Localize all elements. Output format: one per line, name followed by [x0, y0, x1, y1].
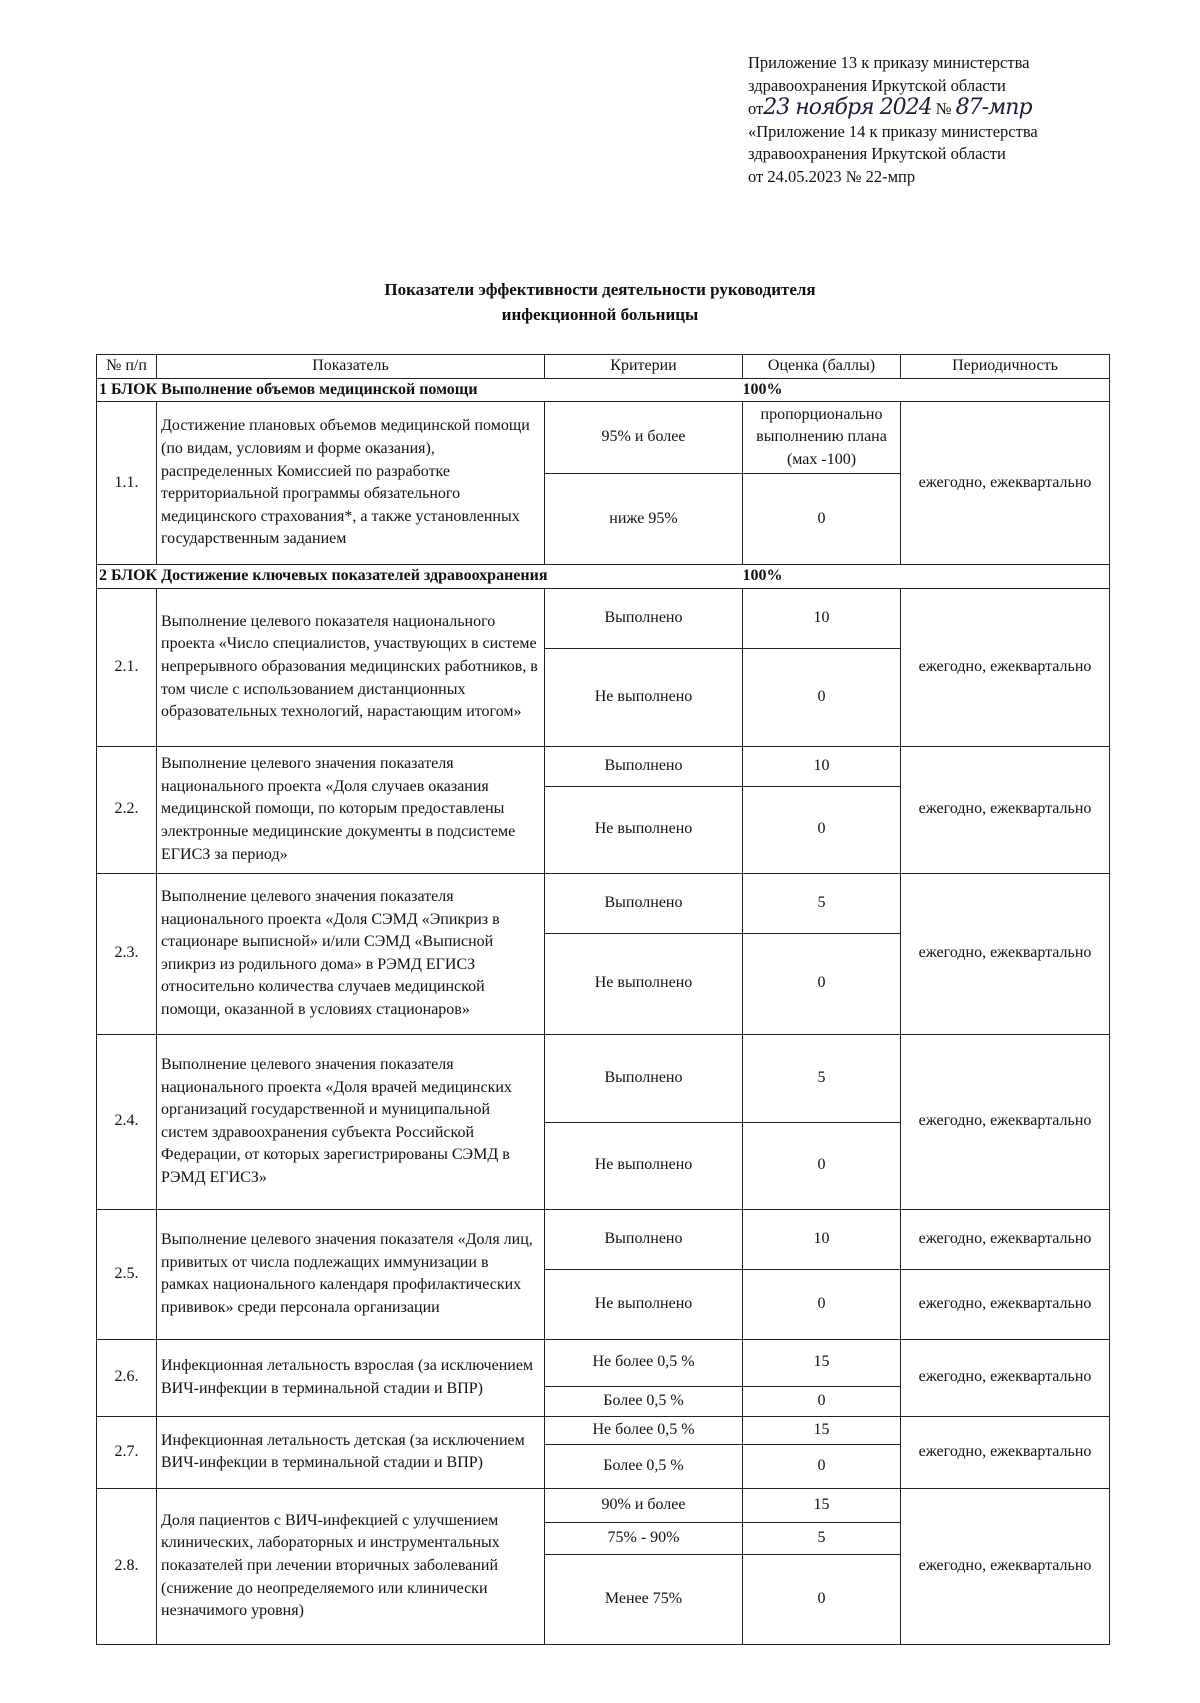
periodicity-cell: ежегодно, ежеквартально: [901, 588, 1110, 746]
periodicity-cell: ежегодно, ежеквартально: [901, 402, 1110, 565]
row-number: 2.6.: [97, 1339, 157, 1416]
table-row: [97, 1034, 1110, 1122]
periodicity-cell: ежегодно, ежеквартально: [901, 1209, 1110, 1269]
periodicity-cell: ежегодно, ежеквартально: [901, 1416, 1110, 1488]
indicators-table: [96, 354, 1110, 1645]
score-cell: 0: [743, 1386, 901, 1416]
criterion-cell: Выполнено: [545, 746, 743, 786]
criterion-cell: Выполнено: [545, 873, 743, 933]
header-number-sign: №: [935, 99, 952, 118]
criterion-cell: Не более 0,5 %: [545, 1339, 743, 1386]
indicator-text: Выполнение целевого значения показателя национального проекта «Доля случаев оказания медицинской помощи, по которым предоставлены электронные медицинские документы в подсистеме ЕГИСЗ за период»: [157, 746, 545, 873]
periodicity-cell: ежегодно, ежеквартально: [901, 1269, 1110, 1339]
row-number: 2.4.: [97, 1034, 157, 1209]
criterion-cell: Не выполнено: [545, 1122, 743, 1209]
score-cell: 0: [743, 933, 901, 1034]
score-cell: 5: [743, 1522, 901, 1554]
criterion-cell: Выполнено: [545, 1209, 743, 1269]
column-header-score: Оценка (баллы): [743, 355, 901, 379]
criterion-cell: Менее 75%: [545, 1554, 743, 1644]
header-from-prefix: от: [748, 99, 764, 118]
header-line-6: от 24.05.2023 № 22-мпр: [748, 166, 916, 186]
table-row: [97, 402, 1110, 474]
header-line-2: здравоохранения Иркутской области: [748, 75, 1006, 95]
score-cell: пропорционально выполнению плана (мах -100): [743, 402, 901, 474]
criterion-cell: Более 0,5 %: [545, 1386, 743, 1416]
criterion-cell: 75% - 90%: [545, 1522, 743, 1554]
criterion-cell: Не выполнено: [545, 648, 743, 746]
block-label: 1 БЛОК Выполнение объемов медицинской помощи: [97, 378, 743, 402]
score-cell: 15: [743, 1339, 901, 1386]
criterion-cell: Не выполнено: [545, 1269, 743, 1339]
criterion-cell: Не выполнено: [545, 933, 743, 1034]
table-row: [97, 746, 1110, 786]
row-number: 2.1.: [97, 588, 157, 746]
score-cell: 0: [743, 648, 901, 746]
title-line-1: Показатели эффективности деятельности руководителя: [384, 280, 816, 299]
score-cell: 0: [743, 1269, 901, 1339]
block-header-row: [97, 565, 1110, 589]
indicator-text: Выполнение целевого показателя национального проекта «Число специалистов, участвующих в системе непрерывного образования медицинских работников, в том числе с использованием дистанционных образовательных технологий, нарастающим итогом»: [157, 588, 545, 746]
score-cell: 15: [743, 1416, 901, 1444]
criterion-cell: Не более 0,5 %: [545, 1416, 743, 1444]
score-cell: 0: [743, 1444, 901, 1488]
table-row: [97, 588, 1110, 648]
score-cell: 5: [743, 873, 901, 933]
block-percent: 100%: [743, 565, 1110, 589]
column-header-periodicity: Периодичность: [901, 355, 1110, 379]
criterion-cell: Выполнено: [545, 1034, 743, 1122]
score-cell: 0: [743, 786, 901, 873]
criterion-cell: Выполнено: [545, 588, 743, 648]
periodicity-cell: ежегодно, ежеквартально: [901, 746, 1110, 873]
periodicity-cell: ежегодно, ежеквартально: [901, 873, 1110, 1034]
header-line-1: Приложение 13 к приказу министерства: [748, 53, 1030, 72]
score-cell: 0: [743, 1122, 901, 1209]
indicator-text: Достижение плановых объемов медицинской помощи (по видам, условиям и форме оказания), распределенных Комиссией по разработке территориальной программы обязательного медицинского страхования*, а также установленных государственным заданием: [157, 402, 545, 565]
indicator-text: Инфекционная летальность детская (за исключением ВИЧ-инфекции в терминальной стадии и ВПР): [157, 1416, 545, 1488]
block-percent: 100%: [743, 378, 1110, 402]
block-header-row: [97, 378, 1110, 402]
title-line-2: инфекционной больницы: [501, 305, 699, 324]
table-row: [97, 1339, 1110, 1386]
criterion-cell: Более 0,5 %: [545, 1444, 743, 1488]
score-cell: 5: [743, 1034, 901, 1122]
score-cell: 0: [743, 474, 901, 565]
handwritten-order-number: 87-мпр: [955, 95, 1032, 120]
row-number: 2.5.: [97, 1209, 157, 1339]
criterion-cell: Не выполнено: [545, 786, 743, 873]
indicator-text: Выполнение целевого значения показателя национального проекта «Доля врачей медицинских организаций государственной и муниципальной систем здравоохранения субъекта Российской Федерации, от которых зарегистрированы СЭМД в РЭМД ЕГИСЗ»: [157, 1034, 545, 1209]
table-row: [97, 1416, 1110, 1444]
table-header-row: [97, 355, 1110, 379]
indicator-text: Выполнение целевого значения показателя национального проекта «Доля СЭМД «Эпикриз в стационаре выписной» и/или СЭМД «Выписной эпикриз из родильного дома» в РЭМД ЕГИСЗ относительно количества случаев медицинской помощи, оказанной в условиях стационаров»: [157, 873, 545, 1034]
periodicity-cell: ежегодно, ежеквартально: [901, 1339, 1110, 1416]
header-line-3: [748, 97, 1188, 121]
header-line-5: здравоохранения Иркутской области: [748, 144, 1006, 163]
block-label: 2 БЛОК Достижение ключевых показателей здравоохранения: [97, 565, 743, 589]
table-row: [97, 1209, 1110, 1269]
handwritten-date: 23 ноября 2024: [763, 95, 932, 120]
header-line-4: «Приложение 14 к приказу министерства: [748, 121, 1038, 141]
indicator-text: Доля пациентов с ВИЧ-инфекцией с улучшением клинических, лабораторных и инструментальных показателей при лечении вторичных заболеваний (снижение до неопределяемого или клинически незначимого уровня): [157, 1488, 545, 1644]
periodicity-cell: ежегодно, ежеквартально: [901, 1488, 1110, 1644]
criterion-cell: ниже 95%: [545, 474, 743, 565]
score-cell: 0: [743, 1554, 901, 1644]
column-header-criteria: Критерии: [545, 355, 743, 379]
score-cell: 15: [743, 1488, 901, 1522]
indicator-text: Инфекционная летальность взрослая (за исключением ВИЧ-инфекции в терминальной стадии и ВПР): [157, 1339, 545, 1416]
document-title: [0, 277, 1200, 327]
row-number: 2.7.: [97, 1416, 157, 1488]
column-header-indicator: Показатель: [157, 355, 545, 379]
score-cell: 10: [743, 588, 901, 648]
table-row: [97, 1488, 1110, 1522]
column-header-number: № п/п: [97, 355, 157, 379]
row-number: 1.1.: [97, 402, 157, 565]
indicator-text: Выполнение целевого значения показателя «Доля лиц, привитых от числа подлежащих иммунизации в рамках национального календаря профилактических прививок» среди персонала организации: [157, 1209, 545, 1339]
periodicity-cell: ежегодно, ежеквартально: [901, 1034, 1110, 1209]
table-row: [97, 873, 1110, 933]
row-number: 2.2.: [97, 746, 157, 873]
criterion-cell: 90% и более: [545, 1488, 743, 1522]
row-number: 2.8.: [97, 1488, 157, 1644]
row-number: 2.3.: [97, 873, 157, 1034]
criterion-cell: 95% и более: [545, 402, 743, 474]
score-cell: 10: [743, 746, 901, 786]
document-header: [748, 52, 1188, 188]
score-cell: 10: [743, 1209, 901, 1269]
